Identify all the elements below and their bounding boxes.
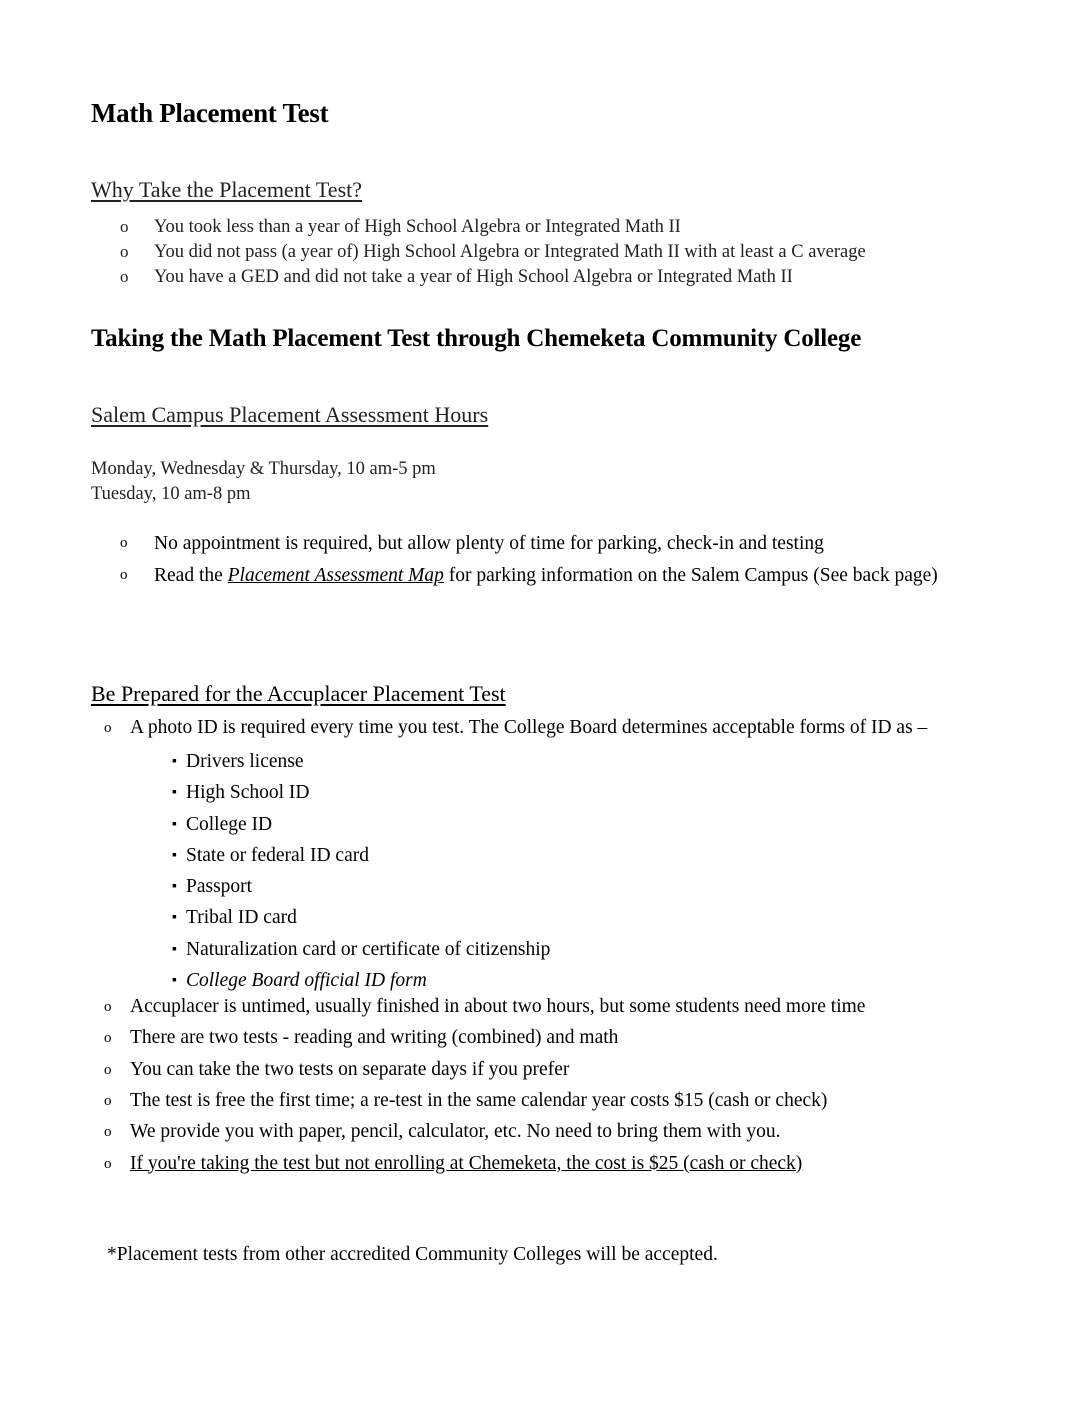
list-item: o Read the Placement Assessment Map for parking information on the Salem Campus (See back page): [120, 562, 980, 589]
list-item: o You did not pass (a year of) High School Algebra or Integrated Math II with at least a C average: [120, 242, 866, 267]
list-item: o You can take the two tests on separate days if you prefer: [104, 1058, 984, 1089]
square-bullet-icon: ▪: [172, 973, 177, 989]
id-form-item: ▪ Tribal ID card: [172, 906, 984, 937]
list-item: o There are two tests - reading and writing (combined) and math: [104, 1026, 984, 1057]
id-form-item: ▪ College ID: [172, 813, 984, 844]
list-item: o You have a GED and did not take a year of High School Algebra or Integrated Math II: [120, 267, 866, 292]
hours-heading: Salem Campus Placement Assessment Hours: [91, 402, 489, 427]
id-form-item: ▪ Passport: [172, 875, 984, 906]
circle-bullet-icon: o: [120, 242, 129, 261]
campus-notes-list: [120, 530, 980, 594]
hours-block: [91, 457, 436, 507]
why-list: [120, 217, 866, 292]
circle-bullet-icon: o: [120, 217, 129, 236]
hours-line: Monday, Wednesday & Thursday, 10 am-5 pm: [91, 459, 436, 479]
list-item: o You took less than a year of High School Algebra or Integrated Math II: [120, 217, 866, 242]
prepare-items: [104, 995, 984, 1183]
prepare-list: [104, 716, 984, 1183]
square-bullet-icon: ▪: [172, 910, 177, 926]
page-title: Math Placement Test: [91, 98, 329, 128]
circle-bullet-icon: o: [104, 999, 112, 1016]
circle-bullet-icon: o: [104, 1124, 112, 1141]
square-bullet-icon: ▪: [172, 816, 177, 832]
square-bullet-icon: ▪: [172, 941, 177, 957]
circle-bullet-icon: o: [104, 1092, 112, 1109]
circle-bullet-icon: o: [120, 267, 129, 286]
list-item: o Accuplacer is untimed, usually finished in about two hours, but some students need more time: [104, 995, 984, 1026]
circle-bullet-icon: o: [104, 720, 112, 736]
square-bullet-icon: ▪: [172, 879, 177, 895]
non-enrolling-cost: If you're taking the test but not enrolling at Chemeketa, the cost is $25 (cash or check): [130, 1152, 803, 1174]
id-form-item: ▪ College Board official ID form: [172, 970, 427, 992]
prepare-heading: Be Prepared for the Accuplacer Placement Test: [91, 681, 506, 706]
list-item: o We provide you with paper, pencil, calculator, etc. No need to bring them with you.: [104, 1120, 984, 1151]
circle-bullet-icon: o: [104, 1030, 112, 1047]
list-item: o A photo ID is required every time you test. The College Board determines acceptable forms of ID as –: [104, 717, 928, 738]
list-item: [104, 1152, 984, 1183]
circle-bullet-icon: o: [120, 535, 128, 551]
list-item: o No appointment is required, but allow plenty of time for parking, check-in and testing: [120, 530, 980, 557]
circle-bullet-icon: o: [120, 567, 128, 583]
id-form-item: ▪ Naturalization card or certificate of citizenship: [172, 938, 984, 969]
chemeketa-heading: Taking the Math Placement Test through Chemeketa Community College: [91, 325, 862, 352]
square-bullet-icon: ▪: [172, 754, 177, 769]
circle-bullet-icon: o: [104, 1155, 112, 1172]
footnote: *Placement tests from other accredited Community Colleges will be accepted.: [107, 1244, 718, 1265]
id-form-item: ▪ Drivers license: [172, 750, 984, 781]
square-bullet-icon: ▪: [172, 847, 177, 863]
hours-line: Tuesday, 10 am-8 pm: [91, 484, 251, 504]
list-item: o The test is free the first time; a re-test in the same calendar year costs $15 (cash or check): [104, 1089, 984, 1120]
id-form-item: ▪ High School ID: [172, 781, 984, 812]
placement-assessment-map-link[interactable]: Placement Assessment Map: [227, 565, 444, 586]
why-heading: Why Take the Placement Test?: [91, 177, 363, 202]
id-form-item: ▪ State or federal ID card: [172, 844, 984, 875]
circle-bullet-icon: o: [104, 1061, 112, 1078]
square-bullet-icon: ▪: [172, 785, 177, 801]
id-forms-list: [172, 750, 984, 993]
